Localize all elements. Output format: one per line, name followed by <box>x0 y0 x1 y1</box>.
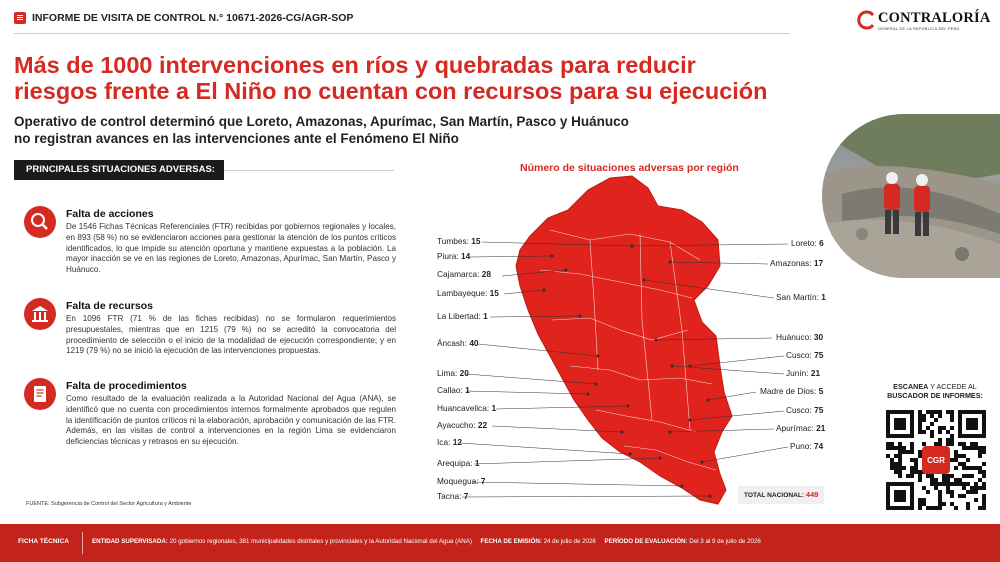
leader-dot <box>543 289 546 292</box>
region-label-ayacucho: Ayacucho: 22 <box>437 420 488 430</box>
qr-badge: CGR <box>927 456 945 465</box>
item-title: Falta de acciones <box>66 208 154 220</box>
periodo-label: PERÍODO DE EVALUACIÓN: <box>604 538 688 545</box>
footer-divider <box>82 532 83 554</box>
leader-dot <box>689 419 692 422</box>
contraloria-logo <box>856 8 991 36</box>
headline-line-1: Más de 1000 intervenciones en ríos y quebradas para reducir <box>14 52 696 78</box>
section-label: PRINCIPALES SITUACIONES ADVERSAS: <box>14 160 224 180</box>
region-label-arequipa: Arequipa: 1 <box>437 458 480 468</box>
region-label-apurimac: Apurímac: 21 <box>776 423 826 433</box>
headline <box>14 52 834 104</box>
total-value: 449 <box>805 490 819 499</box>
region-label-cusco-1: Cusco: 75 <box>786 350 824 360</box>
magnifier-icon <box>24 206 56 238</box>
item-body: De 1546 Fichas Técnicas Referenciales (FTR) recibidas por gobiernos regionales y locales, en 893 (58 %) no se evidenciaron acciones para gestionar la atención de los puntos críticos identificados, lo que impide su atención oportuna y mantiene expuestas a la población. La mayor inacción se ve en las regiones de Loreto, Amazonas, Apurímac, San Martín, Pasco y Huánuco. <box>66 222 396 275</box>
leader-dot <box>701 461 704 464</box>
section-rule <box>224 170 394 171</box>
qr-code[interactable] <box>884 408 988 512</box>
footer-label: FICHA TÉCNICA <box>18 538 70 545</box>
headline-line-2: riesgos frente a El Niño no cuentan con recursos para su ejecución <box>14 78 768 104</box>
national-total <box>738 486 824 504</box>
map-title: Número de situaciones adversas por región <box>520 162 739 174</box>
document-icon <box>24 378 56 410</box>
region-label-tacna: Tacna: 7 <box>437 491 469 501</box>
top-bar <box>0 0 1000 36</box>
leader-dot <box>669 261 672 264</box>
leader-line <box>474 458 660 464</box>
leader-dot <box>565 269 568 272</box>
leader-line <box>460 443 630 454</box>
region-label-lambayeque: Lambayeque: 15 <box>437 288 499 298</box>
region-label-tumbes: Tumbes: 15 <box>437 236 481 246</box>
inspection-photo <box>822 114 1000 278</box>
periodo-value: Del 3 al 9 de julio de 2026 <box>687 538 761 545</box>
subheadline-line-2: no registran avances en las intervenciones ante el Fenómeno El Niño <box>14 131 459 146</box>
region-label-callao: Callao: 1 <box>437 385 470 395</box>
region-label-moquegua: Moquegua: 7 <box>437 476 486 486</box>
qr-caption-bold: ESCANEA <box>893 382 929 391</box>
qr-caption-rest: Y ACCEDE AL <box>928 382 977 391</box>
header-rule <box>14 33 790 34</box>
leader-dot <box>681 485 684 488</box>
entidad-label: ENTIDAD SUPERVISADA: <box>92 538 168 545</box>
item-body: En 1096 FTR (71 % de las fichas recibidas) no se formularon requerimientos presupuestales, mientras que en 1215 (79 %) no se acreditó la convocatoria del procedimiento de selección o el inicio de la modalidad de ejecución correspondiente; y en 1219 (79 %) no se inició la ejecución de las intervenciones propuestas. <box>66 314 396 356</box>
region-label-la-libertad: La Libertad: 1 <box>437 311 488 321</box>
leader-dot <box>597 355 600 358</box>
region-label-amazonas: Amazonas: 17 <box>770 258 824 268</box>
report-id <box>14 12 353 24</box>
leader-line <box>472 482 682 486</box>
footer-details <box>92 538 761 545</box>
subheadline-line-1: Operativo de control determinó que Loreto, Amazonas, Apurímac, San Martín, Pasco y Huánuco <box>14 114 629 129</box>
leader-dot <box>643 279 646 282</box>
fecha-label: FECHA DE EMISIÓN: <box>480 538 542 545</box>
logo-subtitle: GENERAL DE LA REPÚBLICA DEL PERÚ <box>878 27 960 31</box>
leader-dot <box>579 315 582 318</box>
peru-map-shape <box>516 176 732 504</box>
region-label-ancash: Áncash: 40 <box>437 338 479 348</box>
item-title: Falta de procedimientos <box>66 380 187 392</box>
leader-dot <box>629 453 632 456</box>
region-label-ica: Ica: 12 <box>437 437 462 447</box>
leader-dot <box>655 339 658 342</box>
leader-dot <box>671 365 674 368</box>
footer <box>0 524 1000 562</box>
entidad-value: 20 gobiernos regionales, 381 municipalidades distritales y provinciales y la Autoridad Nacional del Agua (ANA) <box>167 538 472 545</box>
qr-caption <box>876 382 994 400</box>
leader-dot <box>621 431 624 434</box>
document-icon <box>14 12 26 24</box>
leader-dot <box>709 495 712 498</box>
logo-mark-icon <box>856 10 876 30</box>
bank-icon <box>24 298 56 330</box>
leader-dot <box>631 245 634 248</box>
region-label-cajamarca: Cajamarca: 28 <box>437 269 491 279</box>
region-label-junin: Junín: 21 <box>786 368 821 378</box>
region-label-huancavelica: Huancavelica: 1 <box>437 403 497 413</box>
report-id-text: INFORME DE VISITA DE CONTROL N.° 10671-2026-CG/AGR-SOP <box>32 12 354 24</box>
subheadline <box>14 113 734 147</box>
logo-name: CONTRALORÍA <box>878 10 991 26</box>
leader-line <box>462 496 710 497</box>
region-label-cusco-2: Cusco: 75 <box>786 405 824 415</box>
total-label: TOTAL NACIONAL: <box>744 492 805 499</box>
region-label-loreto: Loreto: 6 <box>791 238 824 248</box>
leader-dot <box>587 393 590 396</box>
item-falta-de-acciones <box>14 206 394 292</box>
item-falta-de-recursos <box>14 298 394 374</box>
item-falta-de-procedimientos <box>14 378 394 468</box>
leader-dot <box>659 457 662 460</box>
source-note: FUENTE: Subgerencia de Control del Sector Agricultura y Ambiente <box>26 501 192 507</box>
region-label-huanuco: Huánuco: 30 <box>776 332 824 342</box>
leader-dot <box>669 431 672 434</box>
region-label-lima: Lima: 20 <box>437 368 469 378</box>
leader-dot <box>551 255 554 258</box>
region-label-puno: Puno: 74 <box>790 441 824 451</box>
qr-caption-line-2: BUSCADOR DE INFORMES: <box>887 391 983 400</box>
leader-dot <box>595 383 598 386</box>
region-label-madre-de-dios: Madre de Dios: 5 <box>760 386 824 396</box>
item-title: Falta de recursos <box>66 300 153 312</box>
item-body: Como resultado de la evaluación realizada a la Autoridad Nacional del Agua (ANA), se identificó que no cuenta con procedimientos internos formalmente aprobados que regulen la identificación de puntos críticos ni la elaboración, aprobación y comunicación de las FTR. Además, en las visitas de control a intervenciones en la región Lima se evidenciaron deficiencias técnicas y retrasos en su ejecución. <box>66 394 396 447</box>
region-label-piura: Piura: 14 <box>437 251 471 261</box>
fecha-value: 24 de julio de 2026 <box>541 538 596 545</box>
leader-dot <box>627 405 630 408</box>
region-label-san-martin: San Martín: 1 <box>776 292 826 302</box>
leader-dot <box>707 399 710 402</box>
